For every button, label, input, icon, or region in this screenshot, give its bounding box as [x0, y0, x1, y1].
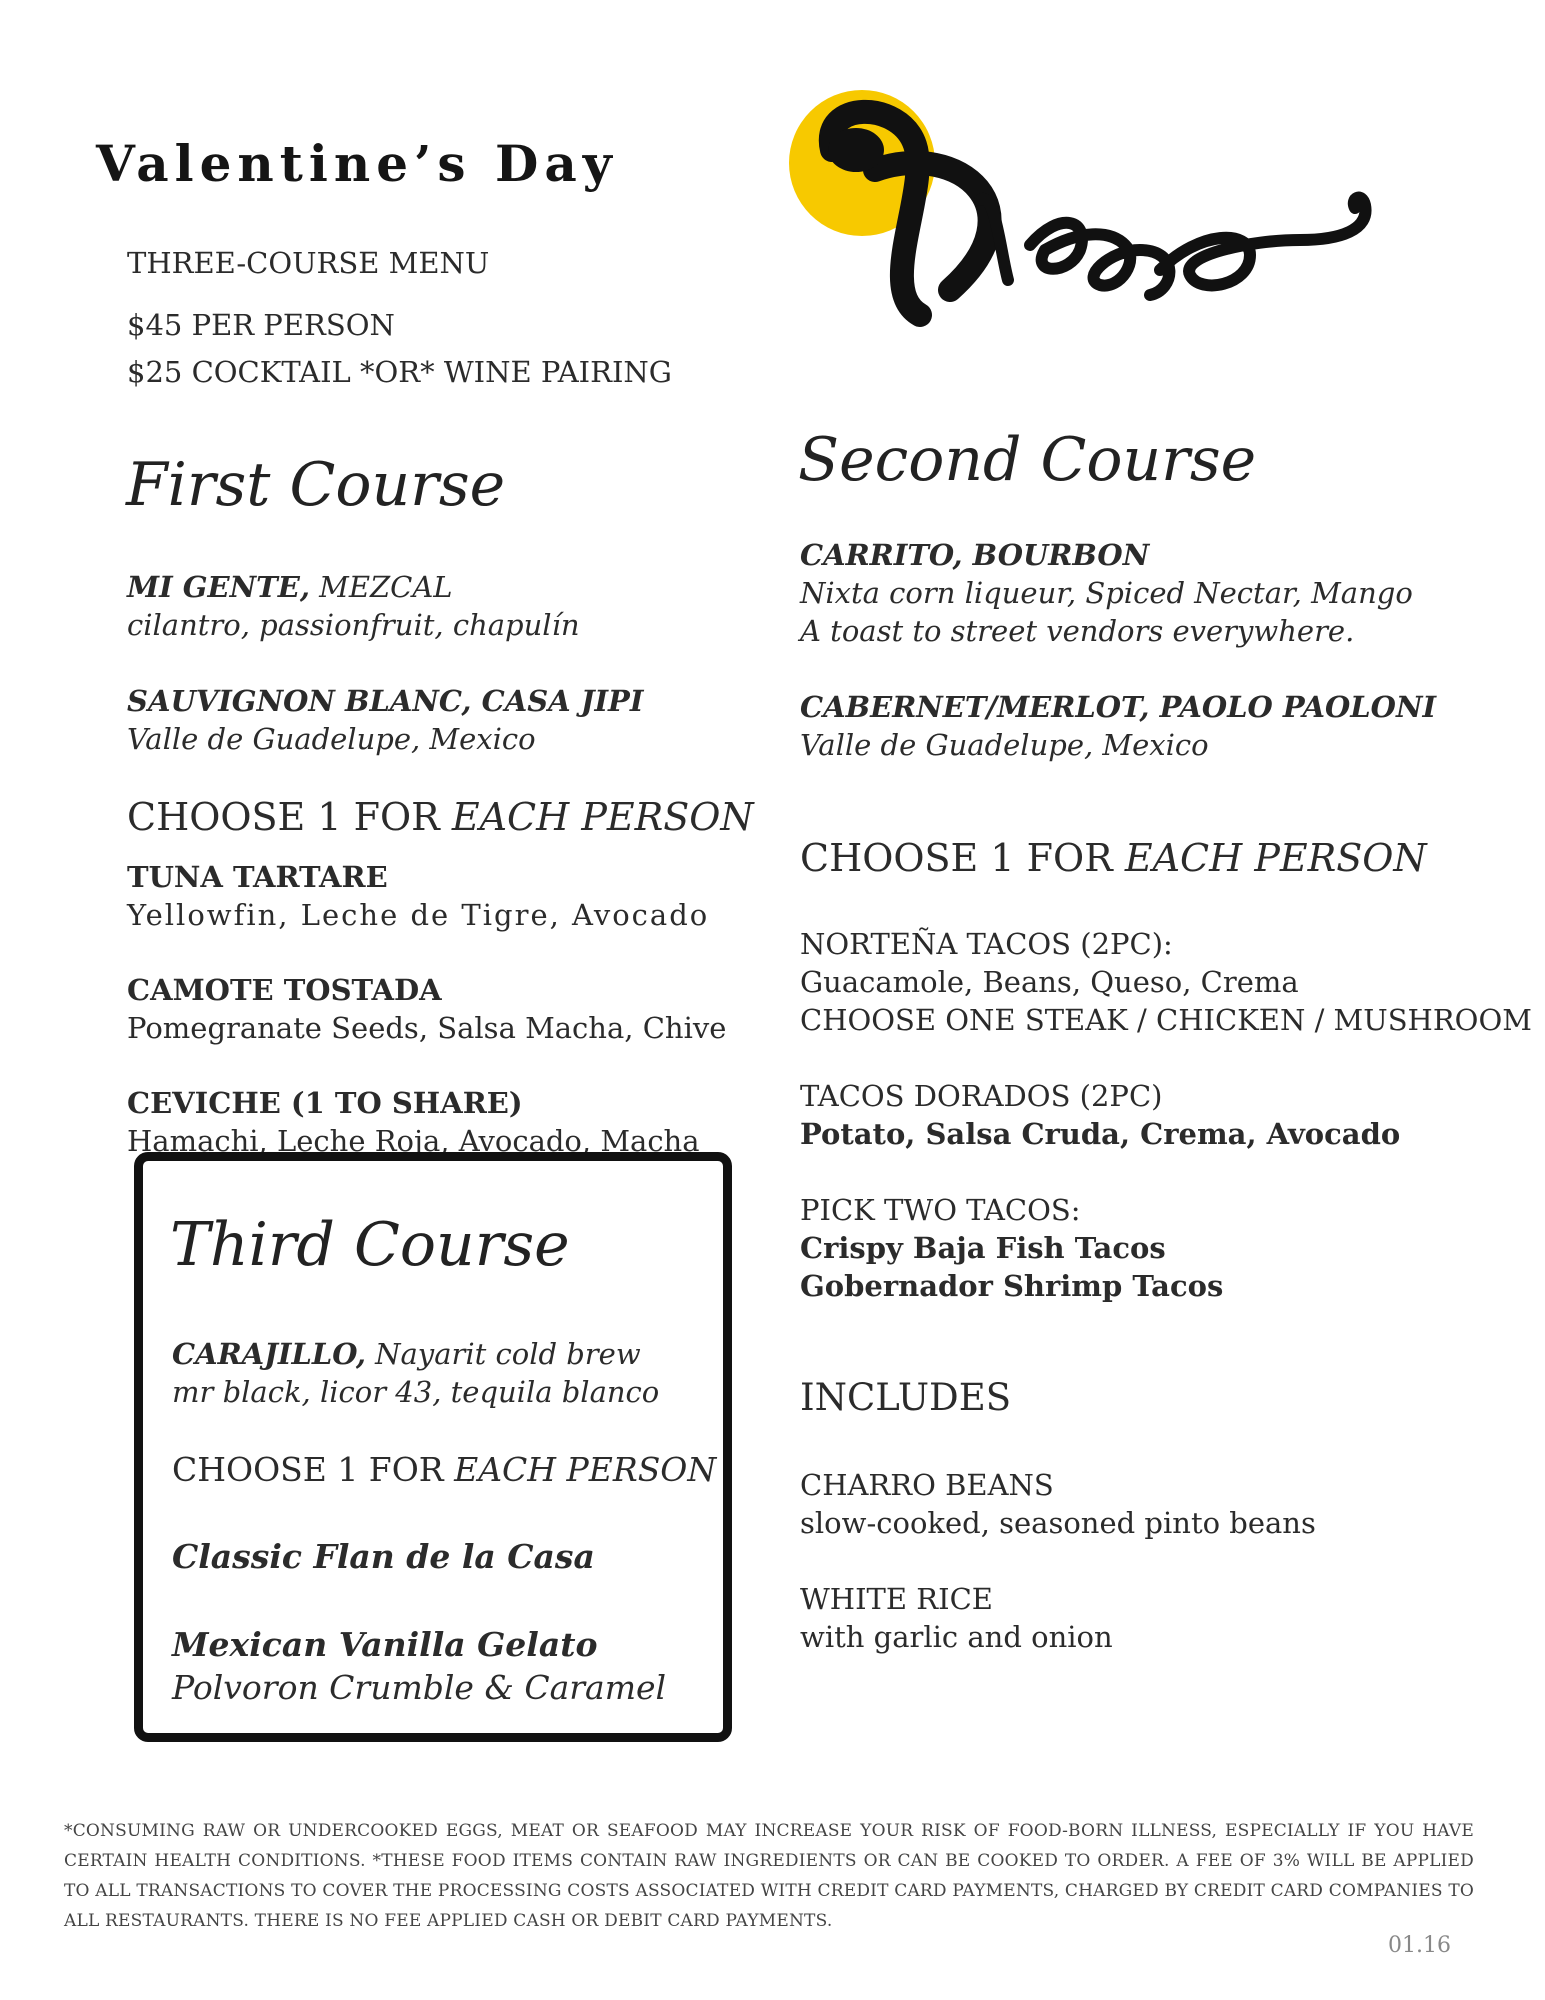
- second-drink-tagline: A toast to street vendors everywhere.: [800, 614, 1355, 648]
- dessert-gelato-desc: Polvoron Crumble & Caramel: [172, 1668, 667, 1707]
- page-code: 01.16: [1388, 1933, 1451, 1958]
- first-wine-desc: Valle de Guadelupe, Mexico: [127, 722, 536, 756]
- third-drink-rest: Nayarit cold brew: [365, 1337, 641, 1371]
- first-drink-name: MI GENTE,: [127, 570, 310, 604]
- second-drink-desc: Nixta corn liqueur, Spiced Nectar, Mango: [800, 576, 1413, 610]
- second-wine-desc: Valle de Guadelupe, Mexico: [800, 728, 1209, 762]
- first-item-desc: Pomegranate Seeds, Salsa Macha, Chive: [127, 1011, 727, 1045]
- diego-logo: [780, 80, 1430, 350]
- includes-item-desc: slow-cooked, seasoned pinto beans: [800, 1506, 1316, 1540]
- third-choose-emph: EACH PERSON: [454, 1450, 717, 1489]
- logo-text: Diego: [780, 80, 783, 81]
- third-drink-name: CARAJILLO,: [172, 1337, 366, 1371]
- first-item-name: CAMOTE TOSTADA: [127, 973, 442, 1007]
- third-choose-prefix: CHOOSE 1 FOR: [172, 1450, 455, 1489]
- third-choose: [172, 1450, 716, 1489]
- second-drink-name: CARRITO, BOURBON: [800, 538, 1150, 572]
- first-choose-emph: EACH PERSON: [451, 795, 754, 839]
- first-item-desc: Hamachi, Leche Roja, Avocado, Macha: [127, 1124, 700, 1158]
- second-item-desc: Crispy Baja Fish Tacos: [800, 1231, 1166, 1265]
- dessert-gelato: Mexican Vanilla Gelato: [172, 1625, 598, 1664]
- includes-item-desc: with garlic and onion: [800, 1620, 1113, 1654]
- second-item-name: NORTEÑA TACOS (2PC):: [800, 927, 1173, 961]
- first-drink-desc: cilantro, passionfruit, chapulín: [127, 608, 580, 642]
- first-item-name: CEVICHE (1 TO SHARE): [127, 1086, 523, 1120]
- second-choose-emph: EACH PERSON: [1124, 836, 1427, 880]
- second-item-desc: Gobernador Shrimp Tacos: [800, 1269, 1224, 1303]
- second-item-name: TACOS DORADOS (2PC): [800, 1079, 1163, 1113]
- disclaimer: *CONSUMING RAW OR UNDERCOOKED EGGS, MEAT OR SEAFOOD MAY INCREASE YOUR RISK OF FOOD-BORN ILLNESS, ESPECIALLY IF YOU HAVE CERTAIN HEALTH CONDITIONS. *THESE FOOD ITEMS CONTAIN RAW INGREDIENTS OR CAN BE COOKED TO ORDER. A FEE OF 3% WILL BE APPLIED TO ALL TRANSACTIONS TO COVER THE PROCESSING COSTS ASSOCIATED WITH CREDIT CARD PAYMENTS, CHARGED BY CREDIT CARD COMPANIES TO ALL RESTAURANTS. THERE IS NO FEE APPLIED CASH OR DEBIT CARD PAYMENTS.: [64, 1821, 1474, 1931]
- includes-item-name: CHARRO BEANS: [800, 1468, 1054, 1502]
- page-title: Valentine’s Day: [96, 134, 618, 193]
- includes-heading: INCLUDES: [800, 1376, 1012, 1419]
- first-item-name: TUNA TARTARE: [127, 860, 388, 894]
- second-item-name: PICK TWO TACOS:: [800, 1193, 1081, 1227]
- first-drink-spirit: MEZCAL: [309, 570, 453, 604]
- first-choose: [127, 795, 754, 839]
- dessert-flan: Classic Flan de la Casa: [172, 1537, 595, 1576]
- price-per-person: $45 PER PERSON: [127, 308, 395, 342]
- first-course-heading: First Course: [126, 450, 506, 520]
- includes-item-name: WHITE RICE: [800, 1582, 993, 1616]
- first-wine-name: SAUVIGNON BLANC, CASA JIPI: [127, 684, 644, 718]
- second-course-heading: Second Course: [798, 425, 1257, 495]
- second-item-desc: Potato, Salsa Cruda, Crema, Avocado: [800, 1117, 1401, 1151]
- third-drink: [172, 1335, 641, 1373]
- third-course-heading: Third Course: [170, 1210, 570, 1280]
- first-item-desc: Yellowfin, Leche de Tigre, Avocado: [127, 898, 710, 932]
- pairing-price: $25 COCKTAIL *OR* WINE PAIRING: [127, 355, 672, 389]
- menu-type: THREE-COURSE MENU: [127, 246, 490, 280]
- third-drink-desc: mr black, licor 43, tequila blanco: [172, 1375, 660, 1409]
- first-choose-prefix: CHOOSE 1 FOR: [127, 795, 452, 839]
- logo-graphic: [780, 80, 1430, 350]
- first-drink: [127, 568, 453, 606]
- second-choose: [800, 836, 1427, 880]
- second-wine-name: CABERNET/MERLOT, PAOLO PAOLONI: [800, 690, 1437, 724]
- logo-letters-iego: [980, 198, 1366, 295]
- second-item-choice: CHOOSE ONE STEAK / CHICKEN / MUSHROOM: [800, 1003, 1532, 1037]
- second-item-desc: Guacamole, Beans, Queso, Crema: [800, 965, 1299, 999]
- second-choose-prefix: CHOOSE 1 FOR: [800, 836, 1125, 880]
